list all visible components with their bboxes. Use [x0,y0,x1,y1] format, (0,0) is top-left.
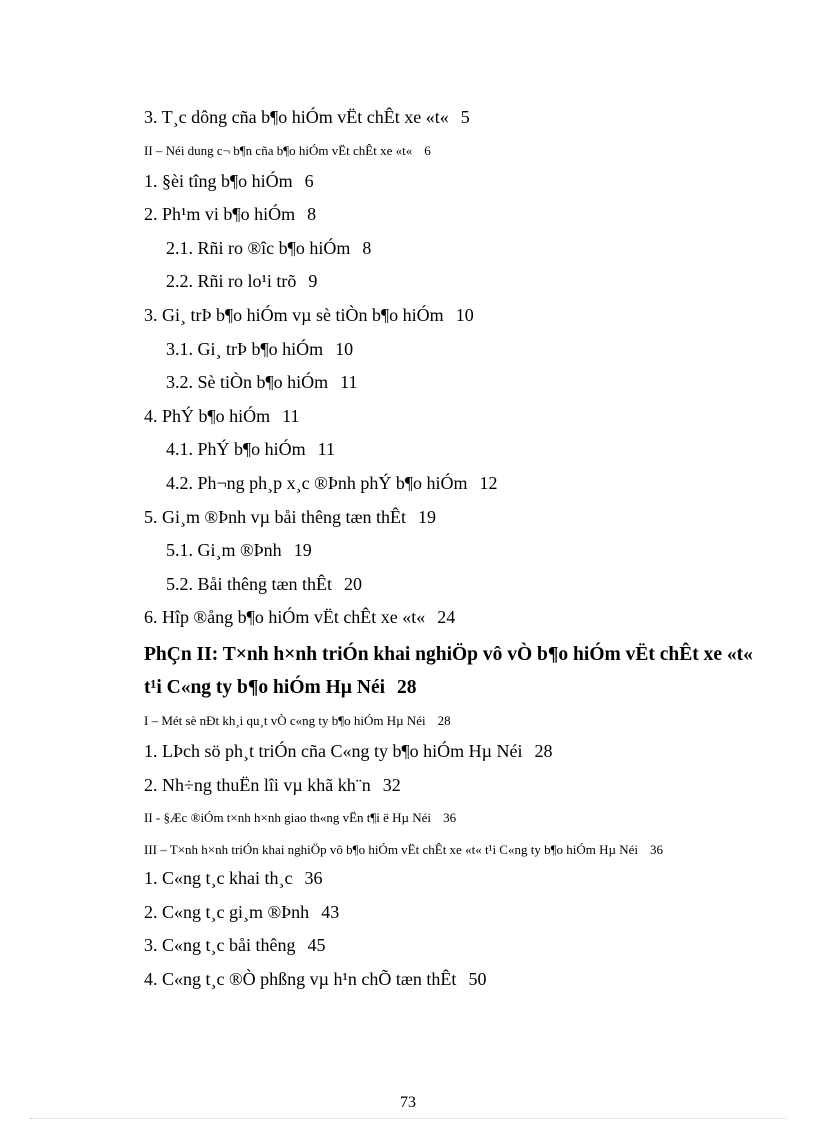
toc-entry-title: 6. Hîp ®ång b¶o hiÓm vËt chÊt xe «t« [144,607,426,628]
toc-entry-page: 36 [650,842,663,858]
toc-entry-title: 5. Gi¸m ®Þnh vµ båi thêng tæn thÊt [144,506,407,527]
toc-entry-page: 9 [308,271,318,292]
toc-entry-page: 6 [304,170,314,191]
toc-entry [144,504,764,538]
toc-entry-title: 2.2. Rñi ro lo¹i trõ [166,271,297,292]
toc-entry [144,138,764,168]
toc-entry [144,638,764,708]
toc-entry [144,604,764,638]
toc-entry-title: I – Mét sè nÐt kh¸i qu¸t vÒ c«ng ty b¶o hiÓm Hµ Néi [144,712,426,728]
toc-entry-page: 36 [443,810,457,826]
toc-entry-title: 3. Gi¸ trÞ b¶o hiÓm vµ sè tiÒn b¶o hiÓm [144,304,444,325]
toc-entry-title: PhÇn II: T×nh h×nh triÓn khai nghiÖp vô vÒ b¶o hiÓm vËt chÊt xe «t« t¹i C«ng ty b¶o hiÓm Hµ Néi [144,643,753,698]
toc-entry-page: 11 [317,439,336,460]
toc-entry-page: 19 [293,540,312,561]
toc-entry [144,302,764,336]
toc-entry-page: 24 [437,607,456,628]
toc-entry [144,899,764,933]
toc-entry [144,168,764,202]
toc-entry [144,772,764,806]
page-number: 73 [400,1094,416,1111]
toc-entry [144,835,764,865]
toc-entry [144,932,764,966]
toc-entry-title: 2. C«ng t¸c gi¸m ®Þnh [144,901,310,922]
toc-entry-page: 8 [362,237,372,258]
toc-entry-title: II - §Æc ®iÓm t×nh h×nh giao th«ng vËn t¶i ë Hµ Néi [144,810,432,826]
toc-entry-title: 1. LÞch sö ph¸t triÓn cña C«ng ty b¶o hiÓm Hµ Néi [144,740,523,761]
toc-entry-page: 19 [418,506,437,527]
toc-entry [144,403,764,437]
toc-entry-page: 10 [335,338,354,359]
toc-entry-title: 4. C«ng t¸c ®Ò phßng vµ h¹n chÕ tæn thÊt [144,968,457,989]
toc-entry-title: II – Néi dung c¬ b¶n cña b¶o hiÓm vËt chÊt xe «t« [144,142,413,158]
toc-entry [144,201,764,235]
toc-entry-title: 3.2. Sè tiÒn b¶o hiÓm [166,372,329,393]
toc-entry-title: 4. PhÝ b¶o hiÓm [144,405,271,426]
toc-entry-title: 1. C«ng t¸c khai th¸c [144,868,293,889]
toc-entry-page: 11 [282,405,300,426]
toc-entry [144,865,764,899]
toc-entry-page: 32 [382,774,401,795]
toc-entry-page: 28 [534,740,553,761]
toc-entry-page: 5 [460,107,470,127]
toc-entry-page: 10 [455,304,474,325]
toc-entry-title: III – T×nh h×nh triÓn khai nghiÖp vô b¶o hiÓm vËt chÊt xe «t« t¹i C«ng ty b¶o hiÓm Hµ Néi [144,842,638,858]
toc-entry-title: 2. Nh÷ng thuËn lîi vµ khã kh¨n [144,774,371,795]
toc-entry-page: 28 [397,676,417,698]
toc-entry-title: 4.1. PhÝ b¶o hiÓm [166,439,306,460]
toc-entry-title: 3. C«ng t¸c båi thêng [144,935,296,956]
footer-divider [30,1118,786,1119]
toc-entry-title: 2. Ph¹m vi b¶o hiÓm [144,204,296,225]
toc-entry-title: 1. §èi tîng b¶o hiÓm [144,170,293,191]
table-of-contents [144,104,764,999]
toc-entry-title: 5.2. Båi thêng tæn thÊt [166,573,332,594]
toc-entry [144,571,764,605]
toc-entry [144,436,764,470]
toc-entry-page: 11 [340,372,358,393]
toc-entry-page: 43 [321,901,340,922]
toc-entry [144,470,764,504]
toc-entry-page: 6 [424,142,431,158]
toc-entry-title: 4.2. Ph¬ng ph¸p x¸c ®Þnh phÝ b¶o hiÓm [166,472,468,493]
toc-entry-page: 12 [479,472,498,493]
toc-entry-page: 8 [307,204,317,225]
toc-entry [144,369,764,403]
toc-entry [144,235,764,269]
toc-entry-title: 3. T¸c dông cña b¶o hiÓm vËt chÊt xe «t« [144,107,449,127]
toc-entry-page: 28 [437,712,451,728]
toc-entry [144,336,764,370]
toc-entry-page: 36 [304,868,323,889]
toc-entry-title: 2.1. Rñi ro ®îc b¶o hiÓm [166,237,351,258]
toc-entry [144,708,764,738]
toc-entry [144,104,764,138]
toc-entry [144,738,764,772]
toc-entry [144,805,764,835]
toc-entry [144,537,764,571]
toc-entry-title: 3.1. Gi¸ trÞ b¶o hiÓm [166,338,324,359]
toc-entry-page: 45 [307,935,326,956]
toc-entry-page: 20 [344,573,362,594]
toc-entry [144,268,764,302]
toc-entry-page: 50 [468,968,487,989]
toc-entry-title: 5.1. Gi¸m ®Þnh [166,540,282,561]
toc-entry [144,966,764,1000]
